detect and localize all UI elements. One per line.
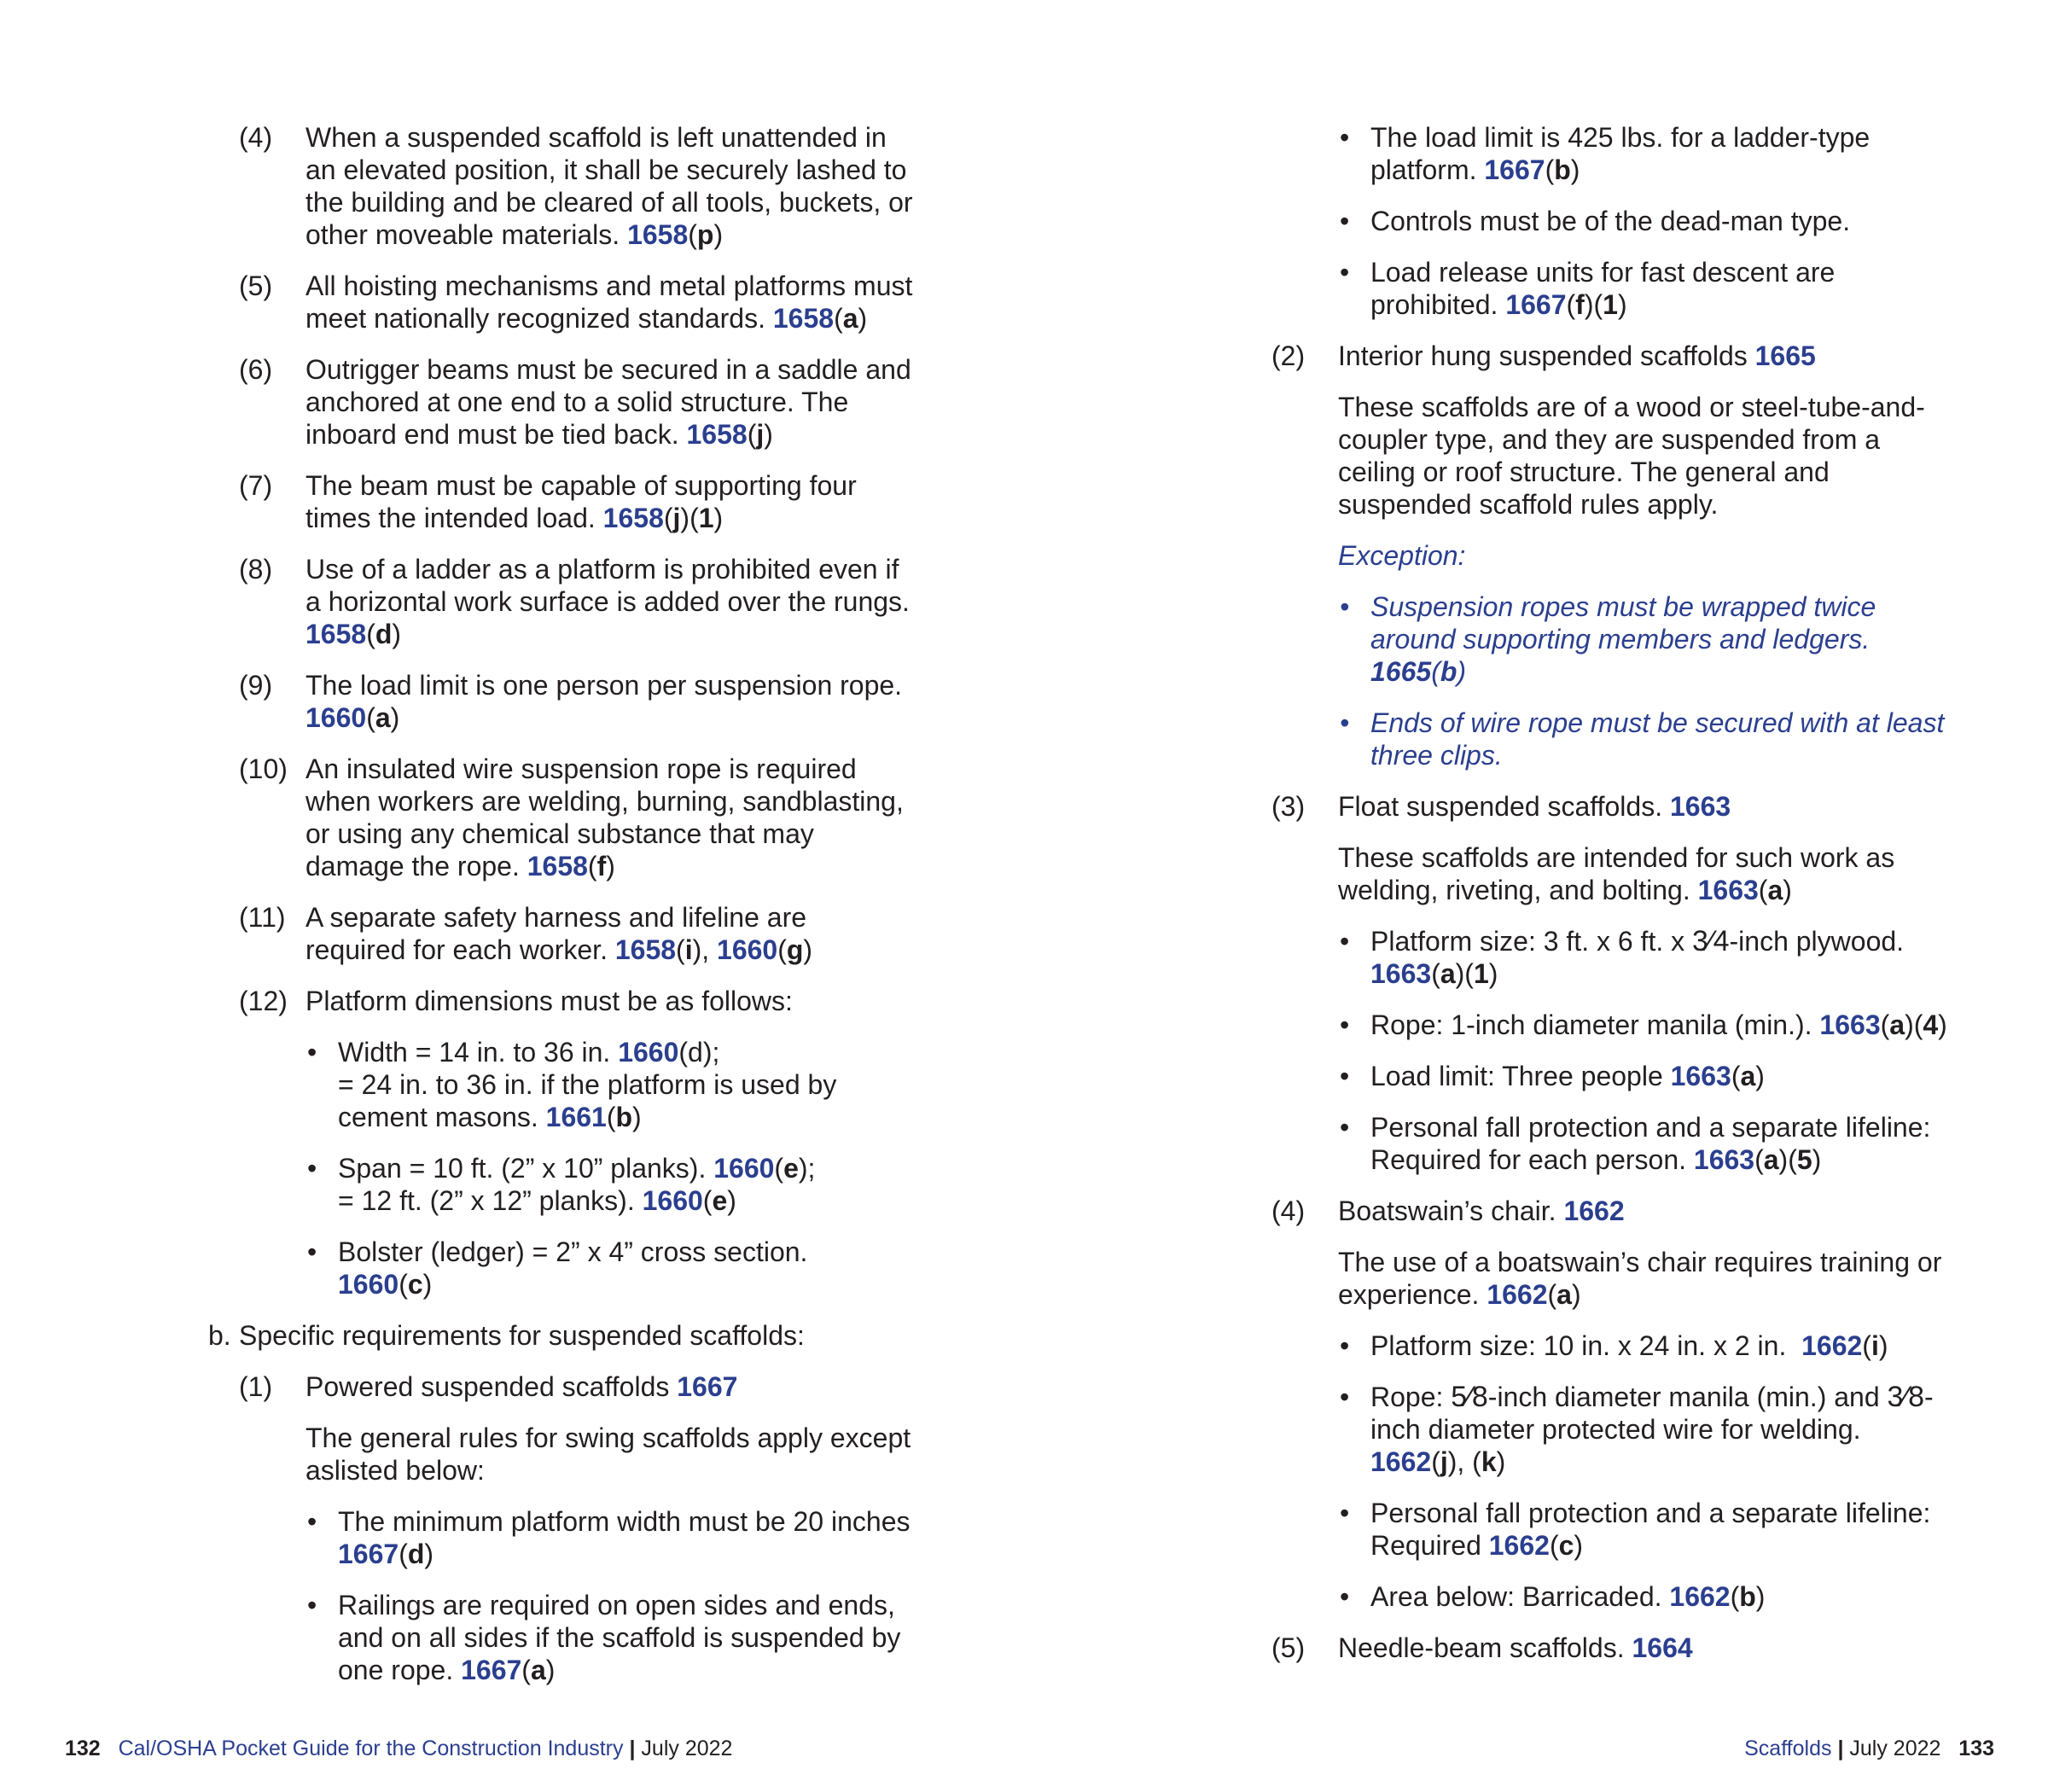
subsection-number: 5 <box>1796 1144 1812 1175</box>
list-item: (11) A separate safety harness and lifeline are required for each worker. 1658(i), 1660(g) <box>239 902 813 965</box>
list-item <box>1271 340 1954 372</box>
section-reference: 1660 <box>717 934 778 965</box>
left-page-column <box>208 121 913 1705</box>
section-reference: 1663 <box>1669 791 1731 822</box>
paragraph-text: These scaffolds are intended for such work as welding, riveting, and bolting. <box>1338 842 1895 905</box>
fraction: 3⁄8 <box>1887 1381 1925 1413</box>
section-reference: 1667 <box>677 1371 738 1402</box>
bullet-item: • Personal fall protection and a separate lifeline: Required for each person. 1663(a)(5) <box>1338 1111 1954 1176</box>
item-text: Boatswain’s chair. <box>1338 1196 1556 1226</box>
item-text: The load limit is one person per suspension rope. <box>305 670 903 701</box>
bullet-text: -inch plywood. <box>1729 926 1905 957</box>
section-reference: 1665 <box>1370 656 1432 687</box>
publication-title: Cal/OSHA Pocket Guide for the Construction Industry <box>118 1737 624 1760</box>
bullet-text: Width = 14 in. to 36 in. <box>338 1037 611 1068</box>
subsection-letter: p <box>696 219 714 250</box>
platform-dimensions-list <box>239 1036 913 1300</box>
item-number: (5) <box>239 271 273 301</box>
list-item: (7) The beam must be capable of supporting four times the intended load. 1658(j)(1) <box>239 470 857 533</box>
subsection-letter: j <box>672 503 681 533</box>
section-reference: 1662 <box>1488 1530 1550 1561</box>
list-item: (6) Outrigger beams must be secured in a saddle and anchored at one end to a solid structure. The inboard end must be tied back. 1658(j) <box>239 354 911 450</box>
bullet-text: Personal fall protection and a separate lifeline: Required <box>1370 1498 1931 1561</box>
bullet-item: • Personal fall protection and a separate lifeline: Required 1662(c) <box>1338 1497 1954 1562</box>
list-item: (5) All hoisting mechanisms and metal platforms must meet nationally recognized standards. 1658(a) <box>239 271 913 334</box>
subsection-letter: d <box>407 1539 425 1569</box>
list-item: (9) The load limit is one person per suspension rope. 1660(a) <box>239 670 903 733</box>
list-item <box>1271 1632 1954 1664</box>
paragraph: The general rules for swing scaffolds apply except aslisted below: <box>305 1423 911 1486</box>
section-reference: 1661 <box>545 1102 607 1132</box>
section-reference: 1662 <box>1669 1581 1731 1612</box>
subsection-letter: b <box>1554 154 1571 185</box>
paragraph: These scaffolds are intended for such work as welding, riveting, and bolting. 1663(a) <box>1338 842 1895 905</box>
section-reference: 1660 <box>338 1269 399 1300</box>
bullet-text: The load limit is 425 lbs. for a ladder-type platform. <box>1370 122 1871 185</box>
list-item <box>1271 790 1954 823</box>
subsection-number: 1 <box>698 503 714 533</box>
bullet-item: • The minimum platform width must be 20 inches 1667(d) <box>305 1505 913 1570</box>
exception-label: Exception: <box>1338 540 1466 571</box>
bullet-text: = 24 in. to 36 in. if the platform is used by cement masons. <box>338 1069 837 1132</box>
subsection-letter: j <box>1440 1446 1448 1477</box>
bullet-item: • Platform size: 10 in. x 24 in. x 2 in. 1662(i) <box>1338 1329 1954 1362</box>
section-reference: 1663 <box>1670 1061 1731 1091</box>
section-reference: 1663 <box>1819 1009 1881 1040</box>
right-page-column <box>1271 121 1954 1683</box>
item-text: Platform dimensions must be as follows: <box>305 986 793 1016</box>
item-number: (3) <box>1271 791 1306 822</box>
item-number: (12) <box>239 986 288 1016</box>
bullet-text: -inch diameter protected wire for welding. <box>1370 1382 1934 1445</box>
subsection-letter: f <box>1575 289 1585 320</box>
section-reference: 1660 <box>642 1185 703 1216</box>
item-text: An insulated wire suspension rope is required when workers are welding, burning, sandblasting, or using any chemical substance that may damage the rope. <box>305 753 904 881</box>
item-text: Float suspended scaffolds. <box>1338 791 1663 822</box>
list-item: (4) When a suspended scaffold is left unattended in an elevated position, it shall be securely lashed to the building and be cleared of all tools, buckets, or other moveable materials. 1658(p) <box>239 122 913 250</box>
subsection-letter: a <box>530 1655 546 1685</box>
bullet-text: Platform size: 10 in. x 24 in. x 2 in. <box>1370 1330 1787 1361</box>
bullet-text: Personal fall protection and a separate lifeline: Required for each person. <box>1370 1112 1931 1175</box>
footer-separator: | <box>629 1737 636 1760</box>
bullet-text: Rope: <box>1370 1382 1452 1412</box>
bullet-item: • The load limit is 425 lbs. for a ladder-type platform. 1667(b) <box>1338 121 1954 186</box>
bullet-text: Railings are required on open sides and ends, and on all sides if the scaffold is suspended by one rope. <box>338 1590 901 1685</box>
section-reference: 1663 <box>1697 875 1759 905</box>
item-text: Needle-beam scaffolds. <box>1338 1632 1625 1663</box>
bullet-item: • Width = 14 in. to 36 in. 1660(d); = 24 in. to 36 in. if the platform is used by cement masons. 1661(b) <box>305 1036 913 1133</box>
subsection-letter: e <box>712 1185 728 1216</box>
item-number: (9) <box>239 670 273 701</box>
publication-date: July 2022 <box>1849 1737 1941 1760</box>
section-reference: 1667 <box>461 1655 522 1685</box>
right-page-footer <box>1744 1736 1994 1761</box>
subsection-letter: c <box>1558 1530 1574 1561</box>
item-text: The beam must be capable of supporting four times the intended load. <box>305 470 857 533</box>
bullet-text: Span = 10 ft. (2” x 10” planks). <box>338 1153 707 1184</box>
subsection-letter: i <box>1871 1330 1879 1361</box>
subsection-letter: a <box>1767 875 1783 905</box>
section-reference: 1658 <box>602 503 664 533</box>
bullet-text: = 12 ft. (2” x 12” planks). <box>338 1185 635 1216</box>
bullet-item: • Rope: 1-inch diameter manila (min.). 1663(a)(4) <box>1338 1009 1954 1041</box>
subsection-number: 4 <box>1923 1009 1939 1040</box>
fraction: 3⁄4 <box>1692 925 1730 957</box>
subsection-letter: a <box>1556 1279 1572 1310</box>
publication-date: July 2022 <box>641 1737 733 1760</box>
subsection-letter: a <box>1740 1061 1756 1091</box>
bullet-item: • Load release units for fast descent are prohibited. 1667(f)(1) <box>1338 256 1954 321</box>
item-text: Outrigger beams must be secured in a saddle and anchored at one end to a solid structure. The inboard end must be tied back. <box>305 354 911 450</box>
section-reference: 1667 <box>1484 154 1545 185</box>
bullet-item <box>1338 205 1954 237</box>
subsection-letter: f <box>596 851 607 881</box>
item-number: (11) <box>239 902 286 933</box>
section-reference: 1662 <box>1370 1446 1432 1477</box>
section-reference: 1658 <box>614 934 677 965</box>
bullet-text: Load release units for fast descent are prohibited. <box>1370 257 1836 320</box>
section-reference: 1658 <box>627 219 689 250</box>
section-reference: 1660 <box>618 1037 679 1068</box>
page-number: 133 <box>1958 1737 1994 1760</box>
section-reference: 1658 <box>772 303 835 334</box>
item-number: (7) <box>239 470 273 501</box>
bullet-text: Ends of wire rope must be secured with at least three clips. <box>1370 707 1945 771</box>
item-text: Powered suspended scaffolds <box>305 1371 670 1402</box>
bullet-text: Area below: Barricaded. <box>1370 1581 1662 1612</box>
bullet-text: Suspension ropes must be wrapped twice around supporting members and ledgers. <box>1370 591 1876 655</box>
item-text: Use of a ladder as a platform is prohibited even if a horizontal work surface is added over the rungs. <box>305 554 910 617</box>
section-reference: 1667 <box>1505 289 1567 320</box>
fraction: 5⁄8 <box>1451 1381 1488 1413</box>
item-number: (6) <box>239 354 273 385</box>
subsection-letter: a <box>1440 958 1456 989</box>
subsection-letter: b <box>1739 1581 1756 1612</box>
section-name: Scaffolds <box>1744 1737 1832 1760</box>
bullet-text: Bolster (ledger) = 2” x 4” cross section. <box>338 1236 808 1267</box>
section-heading <box>208 1319 913 1352</box>
left-page-footer <box>65 1736 732 1761</box>
exception-list <box>1271 591 1954 771</box>
subsection-letter: c <box>407 1269 423 1300</box>
item-number: (1) <box>239 1371 273 1402</box>
subsection-letter: b <box>1440 656 1457 687</box>
bullet-list <box>1271 121 1954 321</box>
section-letter: b. <box>208 1320 231 1351</box>
subsection-letter: j <box>756 419 765 450</box>
bullet-item: • Bolster (ledger) = 2” x 4” cross section. 1660(c) <box>305 1236 913 1300</box>
item-number: (4) <box>239 122 273 153</box>
subsection-number: 1 <box>1603 289 1618 320</box>
bullet-item: • Railings are required on open sides and ends, and on all sides if the scaffold is suspended by one rope. 1667(a) <box>305 1589 913 1686</box>
section-reference: 1662 <box>1487 1279 1548 1310</box>
bullet-item: • Span = 10 ft. (2” x 10” planks). 1660(e); = 12 ft. (2” x 12” planks). 1660(e) <box>305 1152 913 1217</box>
subsection-letter: k <box>1481 1446 1497 1477</box>
bullet-text: -inch diameter manila (min.) and <box>1487 1382 1888 1412</box>
bullet-item: • Platform size: 3 ft. x 6 ft. x 3⁄4-inch plywood. 1663(a)(1) <box>1338 925 1954 990</box>
item-text: When a suspended scaffold is left unattended in an elevated position, it shall be securely lashed to the building and be cleared of all tools, buckets, or other moveable materials. <box>305 122 913 250</box>
bullet-text: Platform size: 3 ft. x 6 ft. x <box>1370 926 1692 957</box>
section-reference: 1662 <box>1801 1330 1863 1361</box>
section-reference: 1667 <box>338 1539 399 1569</box>
bullet-item: • Suspension ropes must be wrapped twice around supporting members and ledgers. 1665(b) <box>1338 591 1954 688</box>
bullet-text: Rope: 1-inch diameter manila (min.). <box>1370 1009 1812 1040</box>
bullet-item: • Rope: 5⁄8-inch diameter manila (min.) and 3⁄8-inch diameter protected wire for welding. 1662(j), (k) <box>1338 1381 1954 1478</box>
subsection-letter: a <box>842 303 858 334</box>
list-item: (10) An insulated wire suspension rope is required when workers are welding, burning, sandblasting, or using any chemical substance that may damage the rope. 1658(f) <box>239 753 904 881</box>
item-number: (8) <box>239 554 273 585</box>
bullet-item: • Load limit: Three people 1663(a) <box>1338 1060 1954 1092</box>
bullet-text: Controls must be of the dead-man type. <box>1370 206 1851 236</box>
section-reference: 1663 <box>1370 958 1432 989</box>
subsection-letter: b <box>615 1102 633 1132</box>
subsection-letter: e <box>783 1153 799 1184</box>
item-number: (4) <box>1271 1196 1306 1226</box>
paragraph: These scaffolds are of a wood or steel-tube-and-coupler type, and they are suspended from a ceiling or roof structure. The general and suspended scaffold rules apply. <box>1338 392 1925 520</box>
section-reference: 1660 <box>713 1153 775 1184</box>
section-reference: 1660 <box>305 702 367 733</box>
section-reference: 1658 <box>686 419 748 450</box>
item-number: (5) <box>1271 1632 1306 1663</box>
paragraph-text: The use of a boatswain’s chair requires training or experience. <box>1338 1247 1942 1310</box>
section-reference: 1662 <box>1563 1196 1625 1226</box>
section-reference: 1658 <box>527 851 588 881</box>
item-text: All hoisting mechanisms and metal platforms must meet nationally recognized standards. <box>305 271 913 334</box>
item-text: Interior hung suspended scaffolds <box>1338 340 1748 371</box>
bullet-text: The minimum platform width must be 20 inches <box>338 1506 911 1537</box>
bullet-item <box>1338 707 1954 771</box>
item-number: (10) <box>239 753 288 784</box>
subsection-letter: i <box>684 934 693 965</box>
subsection-letter: a <box>1763 1144 1779 1175</box>
list-item <box>1271 1195 1954 1227</box>
subsection-letter: g <box>786 934 804 965</box>
subsection-text: (d); <box>678 1037 720 1068</box>
bullet-list <box>1271 1329 1954 1613</box>
item-number: (2) <box>1271 340 1306 371</box>
bullet-list <box>239 1505 913 1686</box>
subsection-letter: a <box>375 702 391 733</box>
subsection-letter: d <box>375 619 393 649</box>
list-item <box>239 985 913 1017</box>
footer-separator: | <box>1837 1737 1844 1760</box>
bullet-item: • Area below: Barricaded. 1662(b) <box>1338 1580 1954 1613</box>
subsection-letter: a <box>1889 1009 1905 1040</box>
list-item: (8) Use of a ladder as a platform is prohibited even if a horizontal work surface is added over the rungs. 1658(d) <box>239 554 910 649</box>
item-text: A separate safety harness and lifeline are required for each worker. <box>305 902 807 965</box>
bullet-text: Load limit: Three people <box>1370 1061 1663 1091</box>
subsection-number: 1 <box>1473 958 1489 989</box>
list-item <box>239 1370 913 1403</box>
section-reference: 1658 <box>305 619 367 649</box>
section-reference: 1664 <box>1632 1632 1693 1663</box>
section-title: Specific requirements for suspended scaffolds: <box>239 1320 805 1351</box>
section-reference: 1663 <box>1693 1144 1755 1175</box>
bullet-list <box>1271 925 1954 1176</box>
section-reference: 1665 <box>1754 340 1816 371</box>
paragraph: The use of a boatswain’s chair requires training or experience. 1662(a) <box>1338 1247 1942 1310</box>
page-number: 132 <box>65 1737 101 1760</box>
